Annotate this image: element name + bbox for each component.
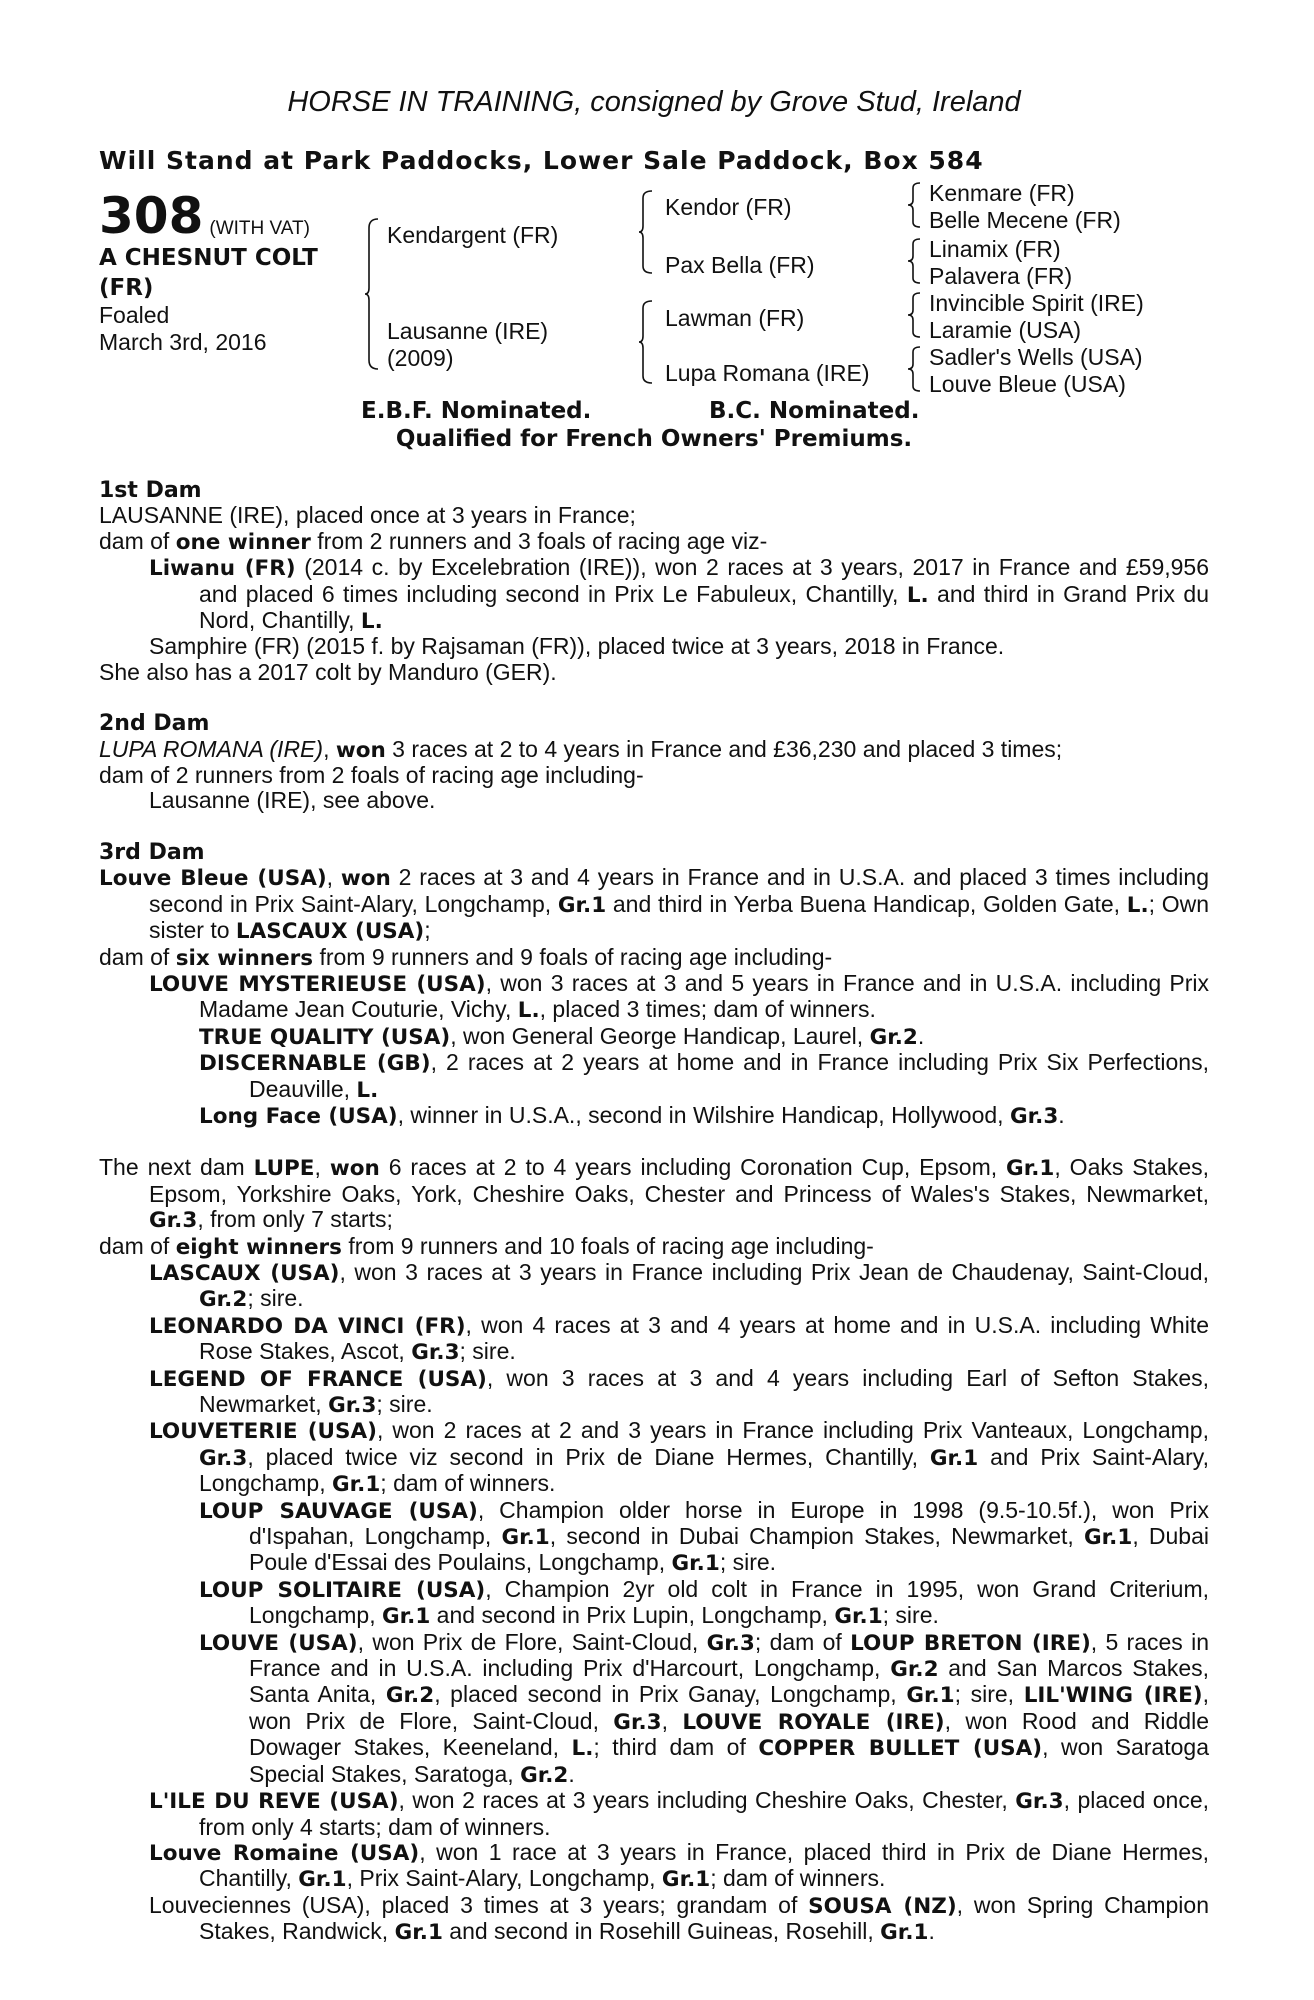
produce-entry: LOUVETERIE (USA), won 2 races at 2 and 3 years in France including Prix Vanteaux, Longchamp, Gr.3, placed twice viz second in Prix de Diane Hermes, Chantilly, Gr.1 and Prix Saint-Alary, Longchamp, Gr.1; dam of winners. (149, 1417, 1209, 1498)
produce-entry: Liwanu (FR) (2014 c. by Excelebration (IRE)), won 2 races at 3 years, 2017 in France and £59,956 and placed 6 times including second in Prix Le Fabuleux, Chantilly, L. and third in Grand Prix du Nord, Chantilly, L. (149, 554, 1209, 635)
pedigree-brace-sd (907, 238, 921, 284)
pedigree-ddd: Louve Bleue (USA) (929, 371, 1126, 397)
produce-entry: LOUVE (USA), won Prix de Flore, Saint-Cloud, Gr.3; dam of LOUP BRETON (IRE), 5 races in France and in U.S.A. including Prix d'Harcourt, Longchamp, Gr.2 and San Marcos Stakes, Santa Anita, Gr.2, placed second in Prix Ganay, Longchamp, Gr.1; sire, LIL'WING (IRE), won Prix de Flore, Saint-Cloud, Gr.3, LOUVE ROYALE (IRE), won Rood and Riddle Dowager Stakes, Keeneland, L.; third dam of COPPER BULLET (USA), won Saratoga Special Stakes, Saratoga, Gr.2. (199, 1628, 1210, 1788)
pedigree-dam-sire: Lawman (FR) (665, 305, 805, 331)
next-dam-produce-summary: dam of eight winners from 9 runners and 10 foals of racing age including- (99, 1232, 874, 1260)
stand-location: Will Stand at Park Paddocks, Lower Sale Paddock, Box 584 (99, 146, 984, 175)
pedigree-sire-dam: Pax Bella (FR) (665, 252, 815, 278)
second-dam-produce-summary: dam of 2 runners from 2 foals of racing age including- (99, 762, 644, 789)
produce-entry: LEONARDO DA VINCI (FR), won 4 races at 3 and 4 years at home and in U.S.A. including White Rose Stakes, Ascot, Gr.3; sire. (149, 1311, 1209, 1366)
bc-nomination: B.C. Nominated. (709, 398, 920, 424)
produce-entry: Lausanne (IRE), see above. (149, 787, 436, 814)
first-dam-heading: 1st Dam (99, 478, 202, 503)
lot-description: A CHESNUT COLT (99, 245, 318, 271)
pedigree-brace-sire (639, 190, 653, 274)
produce-entry: L'ILE DU REVE (USA), won 2 races at 3 years including Cheshire Oaks, Chester, Gr.3, placed once, from only 4 starts; dam of winners. (149, 1787, 1209, 1840)
pedigree-brace-main (365, 218, 379, 370)
produce-entry: Long Face (USA), winner in U.S.A., second in Wilshire Handicap, Hollywood, Gr.3. (199, 1101, 1065, 1129)
lot-block (99, 187, 369, 356)
produce-record (99, 478, 1209, 1946)
produce-entry: Samphire (FR) (2015 f. by Rajsaman (FR)), placed twice at 3 years, 2018 in France. (149, 633, 1005, 660)
pedigree-ssd: Belle Mecene (FR) (929, 207, 1121, 233)
foaled-label: Foaled (99, 302, 170, 328)
produce-entry: LOUP SAUVAGE (USA), Champion older horse in Europe in 1998 (9.5-10.5f.), won Prix d'Ispahan, Longchamp, Gr.1, second in Dubai Champion Stakes, Newmarket, Gr.1, Dubai Poule d'Essai des Poulains, Longchamp, Gr.1; sire. (199, 1496, 1210, 1577)
pedigree-dam: Lausanne (IRE) (387, 318, 549, 344)
foaled-date: March 3rd, 2016 (99, 329, 267, 355)
third-dam-produce-summary: dam of six winners from 9 runners and 9 foals of racing age including- (99, 943, 833, 971)
vat-label: (WITH VAT) (209, 217, 310, 239)
consignment-heading: HORSE IN TRAINING, consigned by Grove Stud, Ireland (287, 86, 1021, 118)
pedigree-sss: Kenmare (FR) (929, 180, 1075, 206)
ebf-nomination: E.B.F. Nominated. (361, 398, 592, 424)
pedigree-sire: Kendargent (FR) (387, 222, 559, 248)
produce-entry: DISCERNABLE (GB), 2 races at 2 years at home and in France including Prix Six Perfections, Deauville, L. (199, 1049, 1209, 1103)
lot-description-origin: (FR) (99, 275, 154, 301)
french-premiums: Qualified for French Owners' Premiums. (395, 426, 913, 452)
produce-entry: LOUVE MYSTERIEUSE (USA), won 3 races at 3 and 5 years in France and in U.S.A. including Prix Madame Jean Couturie, Vichy, L., placed 3 times; dam of winners. (149, 969, 1209, 1024)
second-dam-line: LUPA ROMANA (IRE), won 3 races at 2 to 4 years in France and £36,230 and placed 3 times; (99, 735, 1063, 763)
pedigree-dam-dam: Lupa Romana (IRE) (665, 360, 870, 386)
produce-entry: LEGEND OF FRANCE (USA), won 3 races at 3 and 4 years including Earl of Sefton Stakes, Newmarket, Gr.3; sire. (149, 1364, 1210, 1418)
produce-entry: LOUP SOLITAIRE (USA), Champion 2yr old colt in France in 1995, won Grand Criterium, Longchamp, Gr.1 and second in Prix Lupin, Longchamp, Gr.1; sire. (199, 1575, 1209, 1630)
pedigree-brace-dam (639, 300, 653, 384)
pedigree-dss: Invincible Spirit (IRE) (929, 290, 1144, 316)
produce-entry: Louve Romaine (USA), won 1 race at 3 years in France, placed third in Prix de Diane Hermes, Chantilly, Gr.1, Prix Saint-Alary, Longchamp, Gr.1; dam of winners. (149, 1838, 1210, 1893)
third-dam-heading: 3rd Dam (99, 839, 205, 865)
first-dam-produce-summary: dam of one winner from 2 runners and 3 foals of racing age viz- (99, 527, 768, 555)
pedigree-sds: Linamix (FR) (929, 236, 1061, 262)
produce-entry: LASCAUX (USA), won 3 races at 3 years in France including Prix Jean de Chaudenay, Saint-Cloud, Gr.2; sire. (149, 1258, 1209, 1313)
pedigree-brace-dd (907, 346, 921, 392)
third-dam-line: Louve Bleue (USA), won 2 races at 3 and 4 years in France and in U.S.A. and placed 3 times including second in Prix Saint-Alary, Longchamp, Gr.1 and third in Yerba Buena Handicap, Golden Gate, L.; Own sister to LASCAUX (USA); (99, 864, 1210, 945)
horse-name: Liwanu (FR) (149, 556, 296, 582)
pedigree-dsd: Laramie (USA) (929, 317, 1082, 343)
pedigree-dam-year: (2009) (387, 345, 454, 371)
pedigree-dds: Sadler's Wells (USA) (929, 344, 1143, 370)
produce-entry: TRUE QUALITY (USA), won General George Handicap, Laurel, Gr.2. (199, 1022, 925, 1050)
first-dam-note: She also has a 2017 colt by Manduro (GER). (99, 658, 557, 685)
first-dam-line: LAUSANNE (IRE), placed once at 3 years in France; (99, 502, 636, 529)
pedigree-sire-sire: Kendor (FR) (665, 194, 792, 220)
pedigree-brace-ss (907, 182, 921, 228)
produce-entry: Louveciennes (USA), placed 3 times at 3 years; grandam of SOUSA (NZ), won Spring Champion Stakes, Randwick, Gr.1 and second in Rosehill Guineas, Rosehill, Gr.1. (149, 1891, 1209, 1946)
pedigree-sdd: Palavera (FR) (929, 263, 1073, 289)
lot-number: 308 (99, 187, 204, 245)
next-dam-line: The next dam LUPE, won 6 races at 2 to 4 years including Coronation Cup, Epsom, Gr.1, Oaks Stakes, Epsom, Yorkshire Oaks, York, Cheshire Oaks, Chester and Princess of Wales's Stakes, Newmarket, Gr.3, from only 7 starts; (99, 1154, 1209, 1234)
pedigree-brace-ds (907, 292, 921, 338)
second-dam-heading: 2nd Dam (99, 711, 210, 737)
